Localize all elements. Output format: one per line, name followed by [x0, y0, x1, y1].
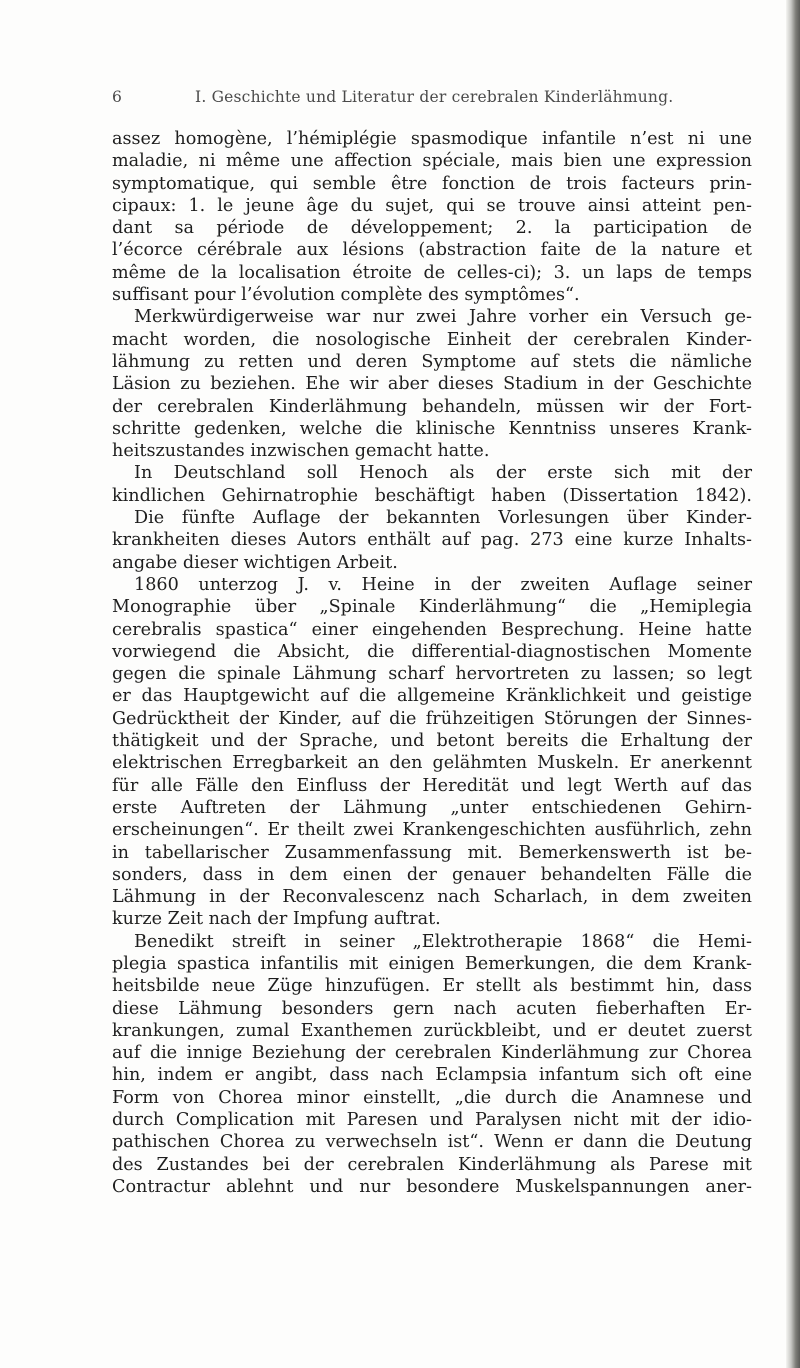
text-line: erste Auftreten der Lähmung „unter entschiedenen Gehirn-	[112, 797, 752, 818]
text-line: elektrischen Erregbarkeit an den gelähmten Muskeln. Er anerkennt	[112, 753, 752, 774]
text-line: assez homogène, l’hémiplégie spasmodique infantile n’est ni une	[112, 129, 752, 149]
text-line: krankungen, zumal Exanthemen zurückbleibt, und er deutet zuerst	[112, 1020, 752, 1041]
text-line: heitsbilde neue Züge hinzufügen. Er stellt als bestimmt hin, dass	[112, 976, 752, 997]
text-line: krankheiten dieses Autors enthält auf pag. 273 eine kurze Inhalts-	[112, 530, 752, 551]
text-line: gegen die spinale Lähmung scharf hervortreten zu lassen; so legt	[112, 664, 752, 685]
text-line: Monographie über „Spinale Kinderlähmung“ die „Hemiplegia	[112, 597, 752, 618]
text-line: er das Hauptgewicht auf die allgemeine Kränklichkeit und geistige	[112, 686, 752, 707]
text-line: cipaux: 1. le jeune âge du sujet, qui se trouve ainsi atteint pen-	[112, 195, 752, 216]
text-line: suffisant pour l’évolution complète des symptômes“.	[112, 285, 580, 306]
text-line: pathischen Chorea zu verwechseln ist“. Wenn er dann die Deutung	[112, 1132, 752, 1153]
body-text	[112, 128, 752, 1198]
text-line: für alle Fälle den Einfluss der Heredität und legt Werth auf das	[112, 775, 752, 796]
text-line: thätigkeit und der Sprache, und betont bereits die Erhaltung der	[112, 731, 752, 752]
text-line: angabe dieser wichtigen Arbeit.	[112, 552, 398, 573]
text-line: hin, indem er angibt, dass nach Eclampsia infantum sich oft eine	[112, 1065, 752, 1086]
text-line: des Zustandes bei der cerebralen Kinderlähmung als Parese mit	[112, 1154, 752, 1175]
text-line: Die fünfte Auflage der bekannten Vorlesungen über Kinder-	[134, 508, 752, 529]
text-line: kurze Zeit nach der Impfung auftrat.	[112, 909, 441, 930]
text-line: même de la localisation étroite de celles-ci); 3. un laps de temps	[112, 262, 752, 283]
running-head	[112, 88, 672, 112]
text-line: heitszustandes inzwischen gemacht hatte.	[112, 441, 490, 462]
text-line: vorwiegend die Absicht, die differential-diagnostischen Momente	[112, 641, 752, 662]
text-line: Merkwürdigerweise war nur zwei Jahre vorher ein Versuch ge-	[134, 307, 752, 328]
text-line: durch Complication mit Paresen und Paralysen nicht mit der idio-	[112, 1110, 752, 1131]
text-line: Contractur ablehnt und nur besondere Muskelspannungen aner-	[112, 1176, 752, 1197]
page-number: 6	[112, 88, 122, 106]
text-line: Läsion zu beziehen. Ehe wir aber dieses Stadium in der Geschichte	[112, 374, 752, 395]
text-line: Benedikt streift in seiner „Elektrotherapie 1868“ die Hemi-	[134, 931, 752, 952]
text-line: l’écorce cérébrale aux lésions (abstraction faite de la nature et	[112, 240, 752, 261]
text-line: sonders, dass in dem einen der genauer behandelten Fälle die	[112, 864, 752, 885]
text-line: Lähmung in der Reconvalescenz nach Scharlach, in dem zweiten	[112, 887, 752, 908]
text-line: maladie, ni même une affection spéciale, mais bien une expression	[112, 151, 752, 172]
text-line: symptomatique, qui semble être fonction de trois facteurs prin-	[112, 173, 752, 194]
text-line: erscheinungen“. Er theilt zwei Krankengeschichten ausführlich, zehn	[112, 820, 752, 841]
page-edge-shadow	[786, 0, 800, 1368]
text-line: auf die innige Beziehung der cerebralen Kinderlähmung zur Chorea	[112, 1043, 752, 1064]
text-line: Form von Chorea minor einstellt, „die durch die Anamnese und	[112, 1087, 752, 1108]
text-line: In Deutschland soll Henoch als der erste sich mit der	[134, 463, 752, 484]
text-line: schritte gedenken, welche die klinische Kenntniss unseres Krank-	[112, 418, 752, 439]
text-line: Gedrücktheit der Kinder, auf die frühzeitigen Störungen der Sinnes-	[112, 708, 752, 729]
text-line: in tabellarischer Zusammenfassung mit. Bemerkenswerth ist be-	[112, 842, 752, 863]
text-line: dant sa période de développement; 2. la participation de	[112, 218, 752, 239]
text-line: der cerebralen Kinderlähmung behandeln, müssen wir der Fort-	[112, 396, 752, 417]
text-line: diese Lähmung besonders gern nach acuten fieberhaften Er-	[112, 998, 752, 1019]
text-line: kindlichen Gehirnatrophie beschäftigt haben (Dissertation 1842).	[112, 485, 752, 506]
text-line: cerebralis spastica“ einer eingehenden Besprechung. Heine hatte	[112, 619, 752, 640]
running-head-title: I. Geschichte und Literatur der cerebralen Kinderlähmung.	[195, 88, 674, 106]
text-line: 1860 unterzog J. v. Heine in der zweiten Auflage seiner	[134, 574, 752, 595]
text-line: macht worden, die nosologische Einheit der cerebralen Kinder-	[112, 329, 752, 350]
text-line: lähmung zu retten und deren Symptome auf stets die nämliche	[112, 351, 752, 372]
text-line: plegia spastica infantilis mit einigen Bemerkungen, die dem Krank-	[112, 953, 752, 974]
